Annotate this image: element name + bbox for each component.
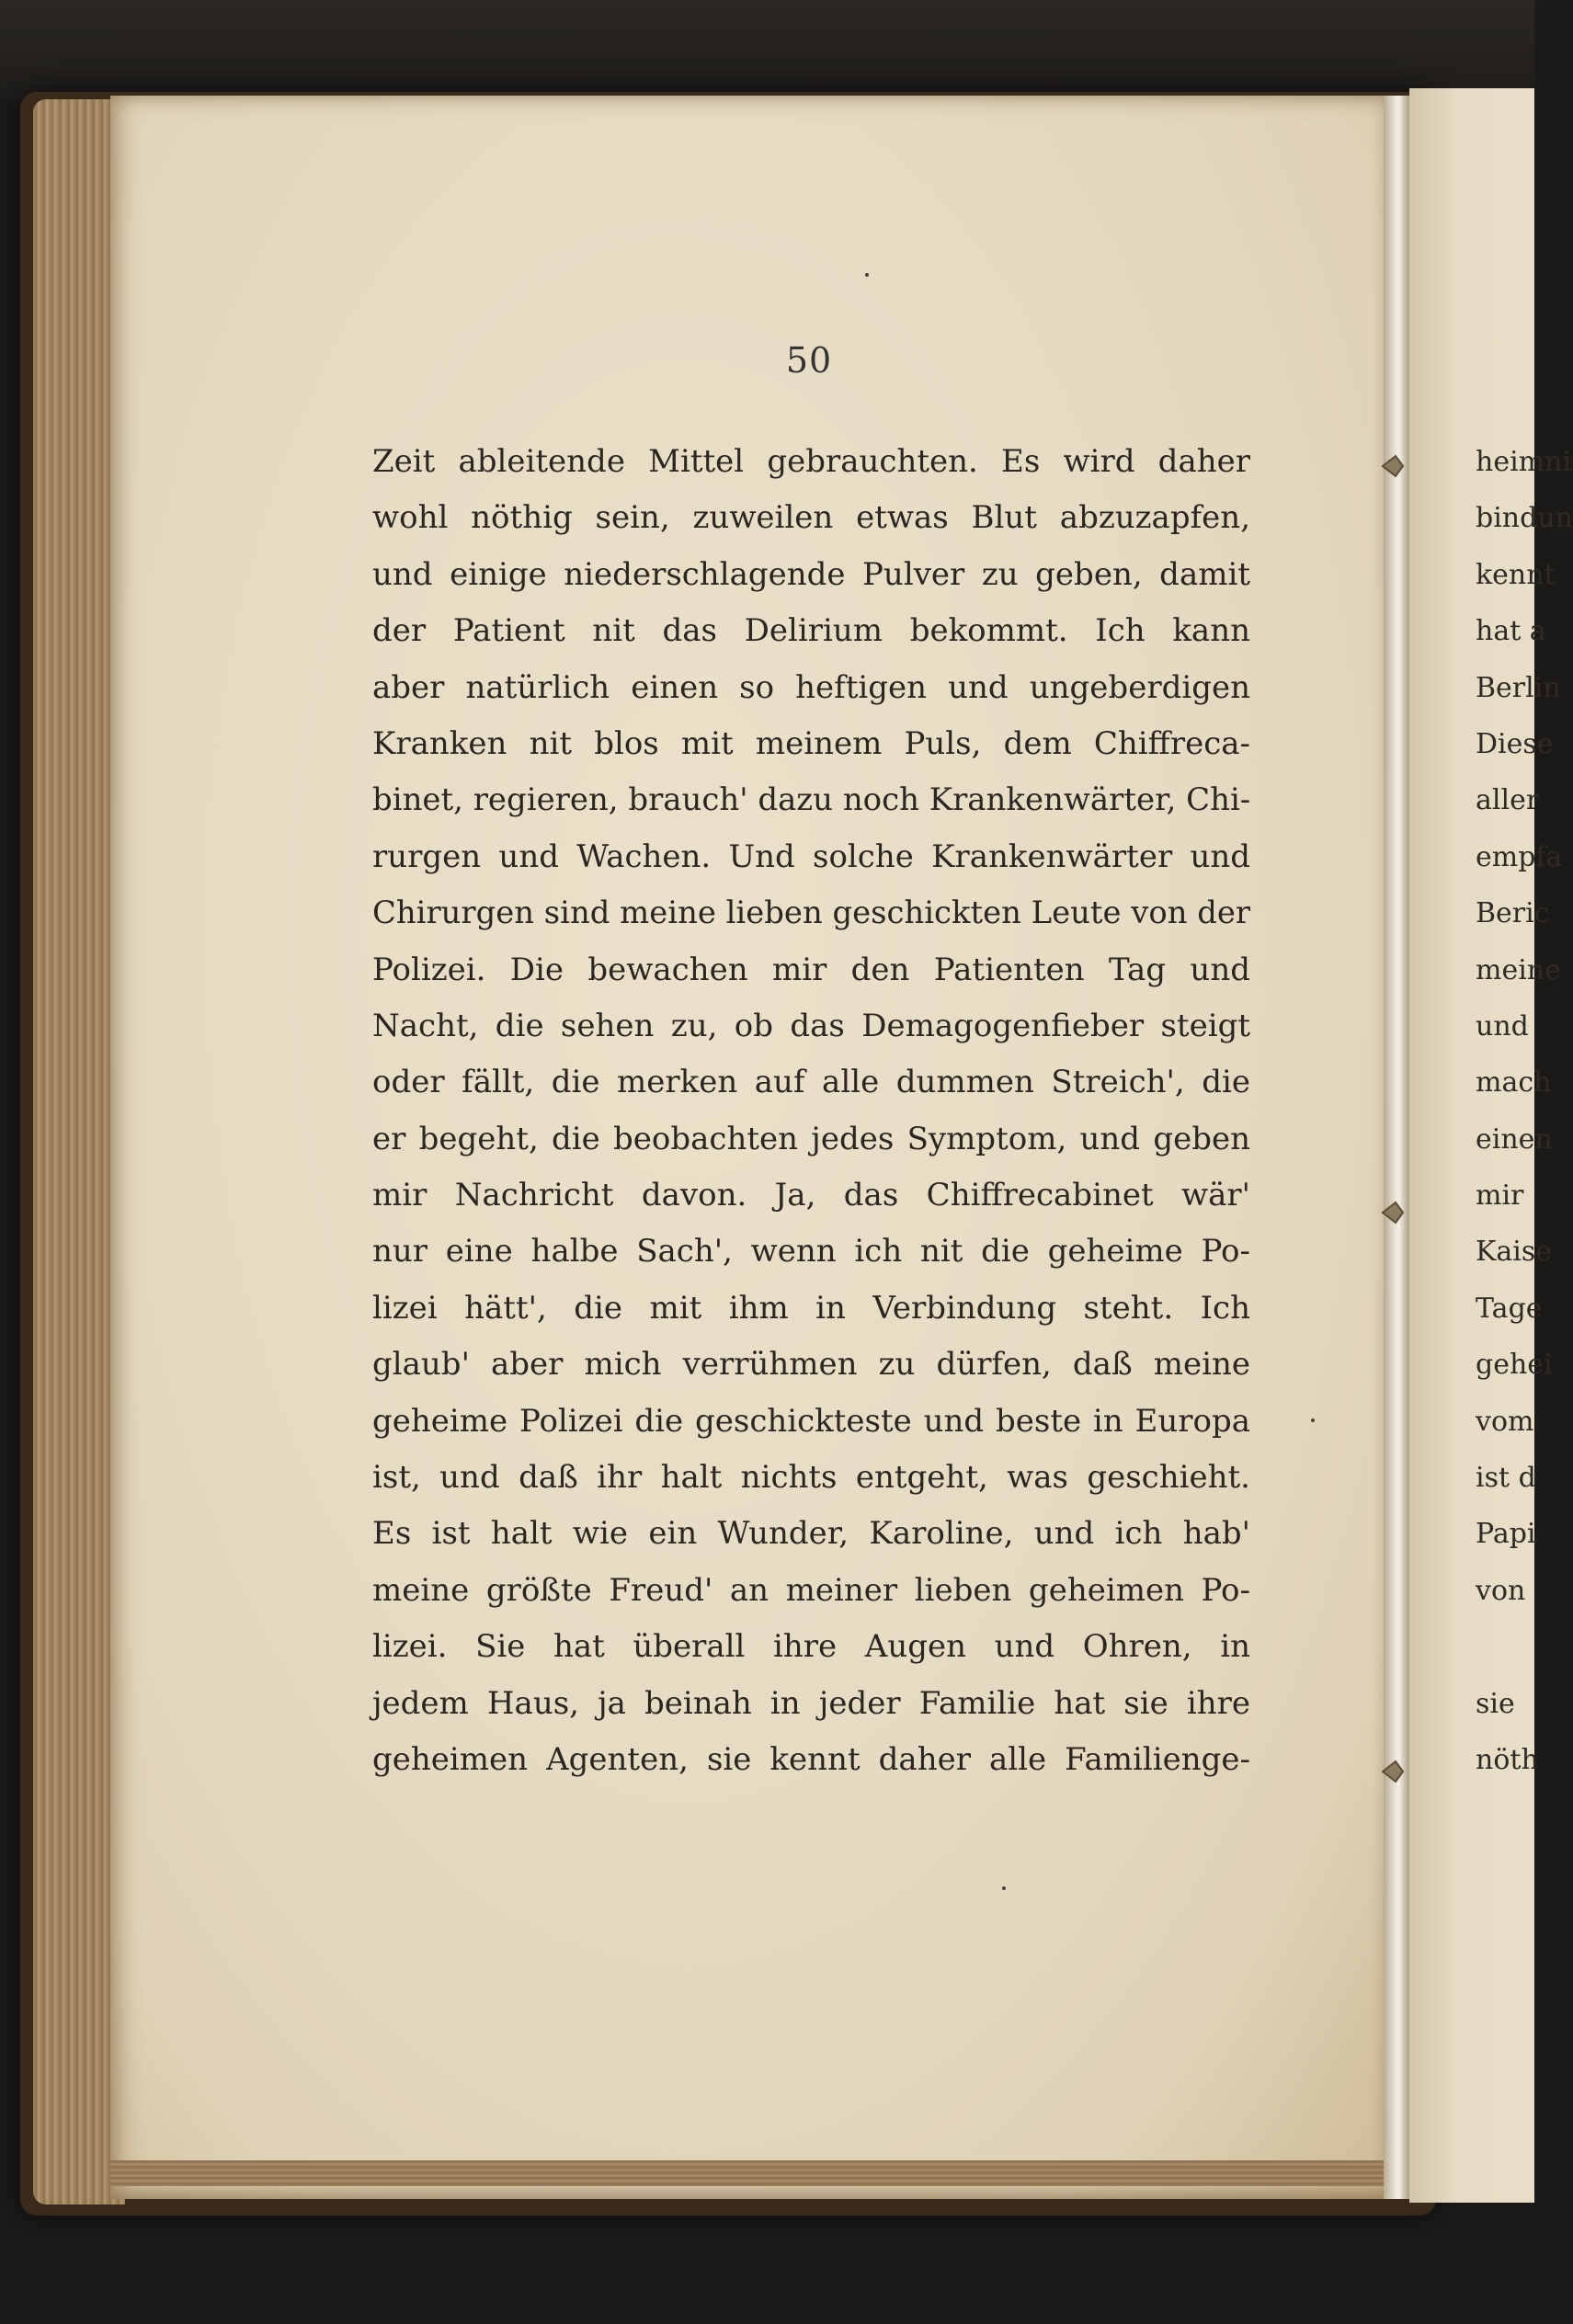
- next-page-fragment: und: [1476, 1009, 1529, 1042]
- next-page-fragment: nöth: [1476, 1743, 1539, 1776]
- text-line: ist, und daß ihr halt nichts entgeht, was geschieht.: [372, 1459, 1250, 1497]
- text-line: meine größte Freud' an meiner lieben geheimen Po-: [372, 1571, 1250, 1609]
- next-page-fragment: ist d: [1476, 1462, 1536, 1495]
- next-page-fragment: von: [1476, 1574, 1526, 1607]
- text-line: geheime Polizei die geschickteste und beste in Europa: [372, 1402, 1250, 1440]
- next-page-fragment: gehei: [1476, 1349, 1553, 1382]
- next-page-fragment: mach: [1476, 1066, 1552, 1099]
- text-line: geheimen Agenten, sie kennt daher alle Familienge-: [372, 1740, 1250, 1778]
- next-page-fragment: vom: [1476, 1405, 1534, 1438]
- text-line: wohl nöthig sein, zuweilen etwas Blut abzuzapfen,: [372, 499, 1250, 537]
- text-line: binet, regieren, brauch' dazu noch Krankenwärter, Chi-: [372, 781, 1251, 819]
- next-page-fragment: kennt: [1476, 558, 1556, 591]
- text-line: lizei. Sie hat überall ihre Augen und Ohren, in: [372, 1628, 1250, 1666]
- text-line: oder fällt, die merken auf alle dummen Streich', die: [372, 1064, 1250, 1101]
- text-line: nur eine halbe Sach', wenn ich nit die geheime Po-: [372, 1233, 1250, 1270]
- next-page-fragment: [1476, 1619, 1534, 1675]
- book-gutter: [1384, 96, 1409, 2199]
- text-line: aber natürlich einen so heftigen und ungeberdigen: [372, 668, 1250, 706]
- next-page-fragment: Beric: [1476, 897, 1550, 930]
- text-line: jedem Haus, ja beinah in jeder Familie hat sie ihre: [372, 1684, 1250, 1722]
- text-line: Kranken nit blos mit meinem Puls, dem Chiffreca-: [372, 724, 1250, 762]
- text-line: lizei hätt', die mit ihm in Verbindung steht. Ich: [372, 1289, 1250, 1327]
- text-line: glaub' aber mich verrühmen zu dürfen, daß meine: [372, 1346, 1250, 1384]
- next-page-fragment: aller: [1476, 784, 1540, 817]
- binding-clip-icon: [1379, 1197, 1407, 1228]
- next-page-fragment: mir: [1476, 1179, 1524, 1213]
- text-line: Zeit ableitende Mittel gebrauchten. Es wird daher: [372, 443, 1250, 480]
- next-page-text-fragments: [1476, 434, 1573, 1788]
- next-page-fragment: einen: [1476, 1122, 1553, 1156]
- next-page-fragment: bindun: [1476, 502, 1573, 535]
- text-line: und einige niederschlagende Pulver zu geben, damit: [372, 555, 1250, 593]
- next-page-fragment: heimni: [1476, 446, 1572, 478]
- binding-clip-icon: [1379, 450, 1407, 482]
- next-page-fragment: meine: [1476, 953, 1561, 986]
- text-line: Nacht, die sehen zu, ob das Demagogenfieber steigt: [372, 1007, 1250, 1044]
- ink-speck: [865, 273, 869, 277]
- text-line: Polizei. Die bewachen mir den Patienten Tag und: [372, 951, 1250, 988]
- text-line: Es ist halt wie ein Wunder, Karoline, und ich hab': [372, 1515, 1250, 1553]
- page-number: 50: [785, 340, 833, 381]
- next-page-fragment: Kaise: [1476, 1236, 1553, 1269]
- ink-speck: [1002, 1886, 1006, 1890]
- next-page-fragment: Tage: [1476, 1292, 1543, 1325]
- text-line: mir Nachricht davon. Ja, das Chiffrecabinet wär': [372, 1177, 1250, 1214]
- next-page-fragment: Berlin: [1476, 671, 1561, 704]
- text-line: er begeht, die beobachten jedes Symptom, und geben: [372, 1120, 1250, 1157]
- text-line: rurgen und Wachen. Und solche Krankenwärter und: [372, 837, 1250, 875]
- next-page-fragment: empfa: [1476, 840, 1563, 873]
- ink-speck: [1311, 1418, 1315, 1422]
- next-page-fragment: hat a: [1476, 615, 1546, 648]
- page-bottom-edges: [110, 2160, 1407, 2186]
- next-page-fragment: sie: [1476, 1687, 1515, 1720]
- body-text: [372, 434, 1250, 1788]
- next-page-fragment: Diese: [1476, 727, 1554, 760]
- text-line: der Patient nit das Delirium bekommt. Ich kann: [372, 612, 1250, 650]
- scan-background: [0, 0, 1534, 101]
- binding-clip-icon: [1379, 1756, 1407, 1787]
- text-line: Chirurgen sind meine lieben geschickten Leute von der: [372, 894, 1251, 932]
- next-page-fragment: Papi: [1476, 1518, 1536, 1551]
